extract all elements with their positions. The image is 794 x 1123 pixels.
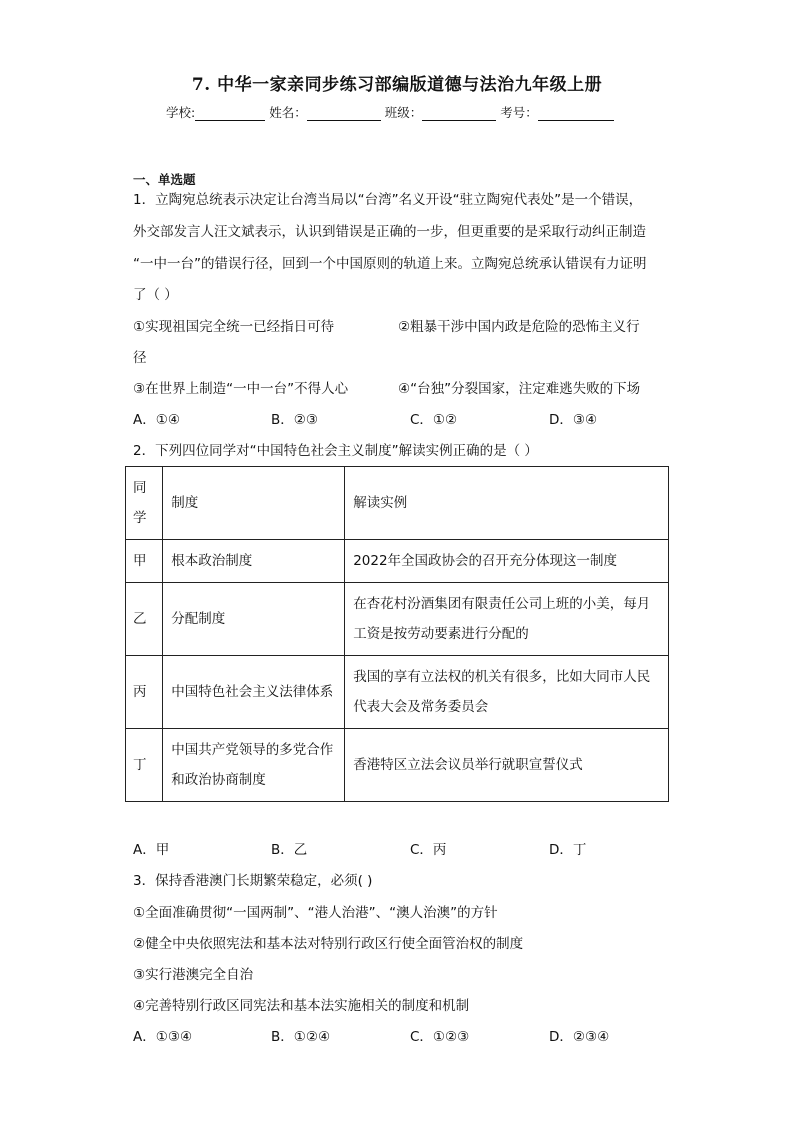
section-title: 一、单选题 xyxy=(133,172,196,187)
table-header-row xyxy=(126,467,669,540)
table-cell: 根本政治制度 xyxy=(163,540,345,583)
table-cell: 香港特区立法会议员举行就职宣誓仪式 xyxy=(345,729,669,802)
document-title: 7. 中华一家亲同步练习部编版道德与法治九年级上册 xyxy=(191,75,603,95)
q1-stem-line: “一中一台”的错误行径，回到一个中国原则的轨道上来。立陶宛总统承认错误有力证明 xyxy=(133,256,647,272)
q1-statement-2: ②粗暴干涉中国内政是危险的恐怖主义行 xyxy=(398,319,640,335)
q1-statement-3: ③在世界上制造“一中一台”不得人心 xyxy=(133,381,349,397)
table-header-cell: 制度 xyxy=(163,467,345,540)
q1-stem-line: 外交部发言人汪文斌表示，认识到错误是正确的一步，但更重要的是采取行动纠正制造 xyxy=(133,224,646,240)
name-blank[interactable] xyxy=(307,106,381,121)
table-cell: 2022年全国政协会的召开充分体现这一制度 xyxy=(345,540,669,583)
q3-choice-a[interactable]: A．①③④ xyxy=(133,1029,193,1045)
q1-stem-line: 了（ ） xyxy=(133,287,178,303)
q2-choice-a[interactable]: A．甲 xyxy=(133,842,170,858)
q1-choice-d[interactable]: D．③④ xyxy=(549,412,598,428)
school-label: 学校: xyxy=(166,105,196,120)
exam-no-label: 考号： xyxy=(500,105,538,120)
q1-statement-2-continued: 径 xyxy=(133,350,147,366)
table-cell: 丙 xyxy=(126,656,163,729)
table-header-cell: 解读实例 xyxy=(345,467,669,540)
q1-choice-b[interactable]: B．②③ xyxy=(271,412,318,428)
q3-statement-4: ④完善特别行政区同宪法和基本法实施相关的制度和机制 xyxy=(133,998,470,1014)
q3-choice-d[interactable]: D．②③④ xyxy=(549,1029,610,1045)
q1-statement-4: ④“台独”分裂国家，注定难逃失败的下场 xyxy=(398,381,641,397)
table-cell: 丁 xyxy=(126,729,163,802)
exam-no-blank[interactable] xyxy=(538,106,614,121)
student-info-line xyxy=(166,103,614,121)
table-cell: 我国的享有立法权的机关有很多，比如大同市人民代表大会及常务委员会 xyxy=(345,656,669,729)
q2-choice-d[interactable]: D．丁 xyxy=(549,842,587,858)
q2-table xyxy=(125,466,669,802)
table-row xyxy=(126,583,669,656)
q1-stem-line: 1．立陶宛总统表示决定让台湾当局以“台湾”名义开设“驻立陶宛代表处”是一个错误， xyxy=(133,192,643,208)
table-cell: 乙 xyxy=(126,583,163,656)
school-blank[interactable] xyxy=(195,106,265,121)
q3-statement-1: ①全面准确贯彻“一国两制”、“港人治港”、“澳人治澳”的方针 xyxy=(133,905,498,921)
q2-choice-b[interactable]: B．乙 xyxy=(271,842,308,858)
q1-choice-a[interactable]: A．①④ xyxy=(133,412,180,428)
table-cell: 在杏花村汾酒集团有限责任公司上班的小美，每月工资是按劳动要素进行分配的 xyxy=(345,583,669,656)
table-cell: 中国特色社会主义法律体系 xyxy=(163,656,345,729)
q1-statement-1: ①实现祖国完全统一已经指日可待 xyxy=(133,319,335,335)
table-row xyxy=(126,540,669,583)
q3-statement-3: ③实行港澳完全自治 xyxy=(133,967,254,983)
table-cell: 中国共产党领导的多党合作和政治协商制度 xyxy=(163,729,345,802)
table-row xyxy=(126,729,669,802)
q1-choice-c[interactable]: C．①② xyxy=(410,412,458,428)
table-cell: 分配制度 xyxy=(163,583,345,656)
table-header-cell: 同学 xyxy=(126,467,163,540)
q2-choice-c[interactable]: C．丙 xyxy=(410,842,447,858)
q3-choice-c[interactable]: C．①②③ xyxy=(410,1029,470,1045)
class-label: 班级： xyxy=(384,105,423,120)
q3-statement-2: ②健全中央依照宪法和基本法对特别行政区行使全面管治权的制度 xyxy=(133,936,524,952)
q3-choice-b[interactable]: B．①②④ xyxy=(271,1029,331,1045)
table-row xyxy=(126,656,669,729)
q3-stem: 3．保持香港澳门长期繁荣稳定，必须( ) xyxy=(133,873,373,889)
name-label: 姓名： xyxy=(269,105,307,120)
class-blank[interactable] xyxy=(422,106,496,121)
table-cell: 甲 xyxy=(126,540,163,583)
q2-stem: 2．下列四位同学对“中国特色社会主义制度”解读实例正确的是（ ） xyxy=(133,443,538,459)
